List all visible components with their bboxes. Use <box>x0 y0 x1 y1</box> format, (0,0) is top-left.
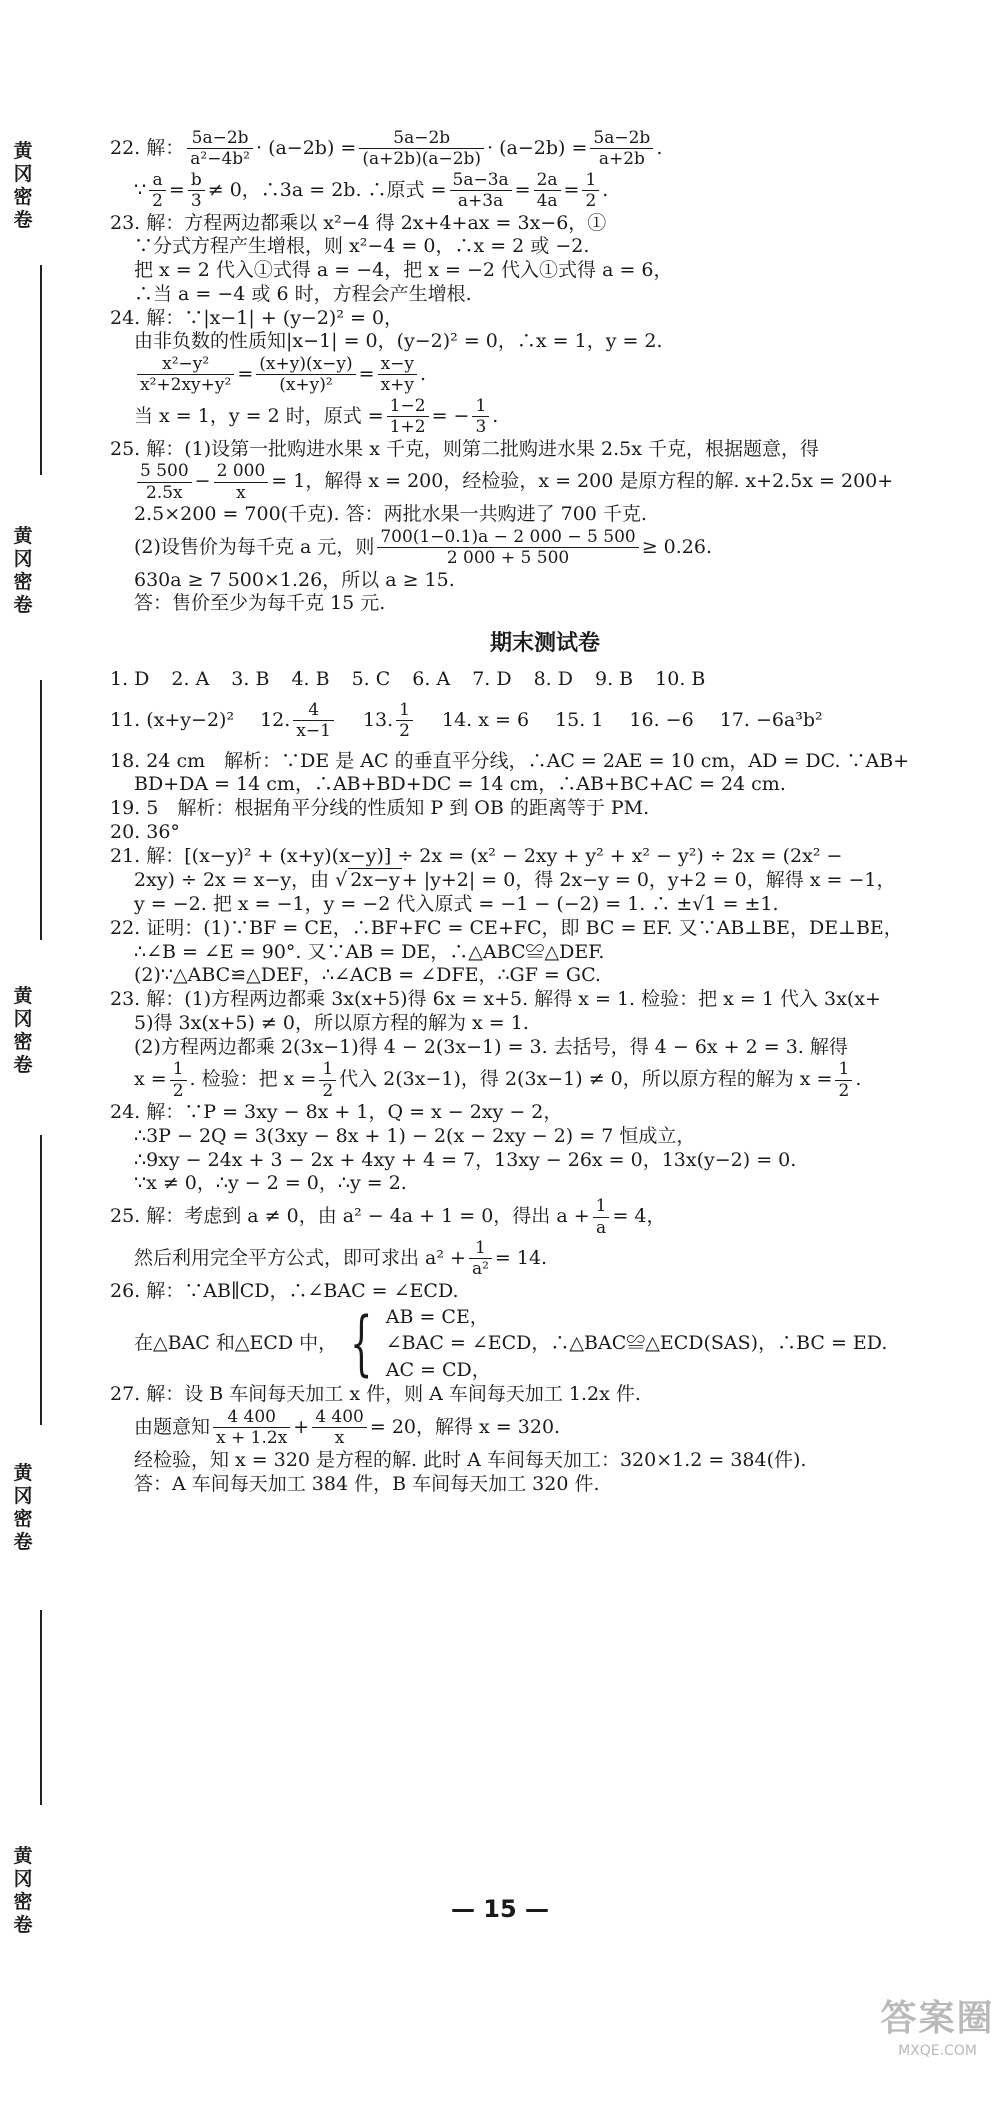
text: 在△BAC 和△ECD 中， <box>134 1331 338 1354</box>
brace-lines <box>386 1304 888 1384</box>
denominator: a²−4b² <box>190 149 250 170</box>
watermark-url: MXQE.COM <box>898 2043 977 2059</box>
q24-line-1: 24. 解：∵|x−1| + (y−2)² = 0， <box>110 306 404 329</box>
q20-line: 20. 36° <box>110 820 180 843</box>
numerator: 5a−2b <box>590 128 653 149</box>
denominator: 2 <box>172 1080 184 1101</box>
text: ≠ 0，∴3a = 2b. ∴原式 = <box>207 178 447 201</box>
q25-line-1: 25. 解：(1)设第一批购进水果 x 千克，则第二批购进水果 2.5x 千克，根据题意，得 <box>110 437 819 460</box>
text: 2xy) ÷ 2x = x−y，由 √ <box>134 868 348 891</box>
numerator: b <box>188 170 205 191</box>
q22-proof-line-3: (2)∵△ABC≌△DEF，∴∠ACB = ∠DFE，∴GF = GC. <box>134 964 601 987</box>
text: 12. <box>260 708 291 731</box>
numerator: a <box>149 170 166 191</box>
q25-final-line-2 <box>110 1238 980 1280</box>
fraction <box>396 700 413 742</box>
q23-final-line-1: 23. 解：(1)方程两边都乘 3x(x+5)得 6x = x+5. 解得 x = 1. 检验：把 x = 1 代入 3x(x+ <box>110 988 881 1011</box>
mc-answer: 7. D <box>472 668 512 691</box>
q23-line-4: ∴当 a = −4 或 6 时，方程会产生增根. <box>134 282 472 305</box>
q24-line-2: 由非负数的性质知|x−1| = 0，(y−2)² = 0，∴x = 1，y = 2. <box>134 330 663 353</box>
watermark-logo <box>880 1990 995 2059</box>
fraction <box>293 700 334 742</box>
mc-answer: 10. B <box>655 668 706 691</box>
denominator: a² <box>471 1259 489 1280</box>
fill-answer <box>260 700 337 742</box>
margin-label <box>8 1845 38 1937</box>
text: 13. <box>362 708 394 731</box>
margin-label-text: 黄 冈 密 卷 <box>13 525 33 616</box>
numerator: 1 <box>469 1238 492 1259</box>
q22-head: 22. 解： <box>110 137 185 160</box>
denominator: x <box>334 1428 345 1449</box>
q24-line-3 <box>110 354 980 396</box>
q27-line-4: 答：A 车间每天加工 384 件，B 车间每天加工 320 件. <box>134 1472 600 1495</box>
fraction <box>582 170 599 212</box>
mc-answer: 3. B <box>231 668 270 691</box>
q22-line-1 <box>110 128 980 170</box>
denominator: x−1 <box>296 721 331 742</box>
q22-proof-line-2: ∴∠B = ∠E = 90°. 又∵AB = DE，∴△ABC≌△DEF. <box>134 940 605 963</box>
q27-line-2 <box>110 1407 980 1449</box>
q23-line-3: 把 x = 2 代入①式得 a = −4，把 x = −2 代入①式得 a = 6， <box>134 259 673 282</box>
numerator: 2 000 <box>214 461 269 482</box>
fill-answer: 11. (x+y−2)² <box>110 708 235 731</box>
fraction <box>469 1238 492 1280</box>
q25-line-4 <box>110 527 980 569</box>
denominator: 2 <box>322 1080 334 1101</box>
numerator: x−y <box>378 354 417 375</box>
fraction <box>149 170 166 212</box>
numerator: 700(1−0.1)a − 2 000 − 5 500 <box>377 527 638 548</box>
text: = 4， <box>612 1205 666 1228</box>
fraction <box>214 461 269 503</box>
text: = 1，解得 x = 200，经检验，x = 200 是原方程的解. x+2.5x = 200+ <box>271 470 894 493</box>
q23-final-line-3: (2)方程两边都乘 2(3x−1)得 4 − 2(3x−1) = 3. 去括号，得 4 − 6x + 2 = 3. 解得 <box>134 1035 848 1058</box>
mc-answer: 2. A <box>171 668 210 691</box>
q19-line: 19. 5 解析：根据角平分线的性质知 P 到 OB 的距离等于 PM. <box>110 797 650 820</box>
q21-line-1: 21. 解：[(x−y)² + (x+y)(x−y)] ÷ 2x = (x² − 2xy + y² + x² − y²) ÷ 2x = (2x² − <box>110 844 843 867</box>
margin-label <box>8 140 38 232</box>
numerator: 5a−2b <box>359 128 484 149</box>
denominator: x <box>236 482 246 503</box>
fraction <box>319 1059 336 1101</box>
q18-line-1: 18. 24 cm 解析：∵DE 是 AC 的垂直平分线，∴AC = 2AE = 10 cm，AD = DC. ∵AB+ <box>110 749 910 772</box>
text: . <box>656 137 663 160</box>
denominator: 4a <box>536 191 558 212</box>
numerator: 1 <box>582 170 599 191</box>
numerator: x²−y² <box>137 354 234 375</box>
fraction <box>256 354 355 396</box>
fill-answer: 14. x = 6 <box>442 708 530 731</box>
q21-line-2 <box>110 868 980 893</box>
numerator: 1 <box>319 1059 336 1080</box>
denominator: x+y <box>380 375 415 396</box>
numerator: 5 500 <box>137 461 192 482</box>
mc-answer: 4. B <box>291 668 330 691</box>
margin-divider <box>40 680 42 940</box>
denominator: x²+2xy+y² <box>140 375 232 396</box>
text: . <box>602 178 609 201</box>
mc-answer: 1. D <box>110 668 150 691</box>
numerator: 4 400 <box>312 1407 367 1428</box>
margin-label <box>8 1462 38 1554</box>
fraction <box>213 1407 290 1449</box>
mc-answer: 8. D <box>533 668 573 691</box>
denominator: 3 <box>475 417 487 438</box>
mc-answer: 9. B <box>595 668 634 691</box>
text: . <box>420 363 427 386</box>
q25-final-line-1 <box>110 1196 980 1238</box>
text: (2)设售价为每千克 a 元，则 <box>134 535 375 558</box>
denominator: 2 <box>152 191 163 212</box>
fraction <box>450 170 512 212</box>
margin-label <box>8 525 38 617</box>
brace-line: AB = CE， <box>385 1305 489 1328</box>
margin-divider <box>40 265 42 475</box>
fraction <box>387 396 429 438</box>
denominator: a <box>595 1217 607 1238</box>
margin-label-text: 黄 冈 密 卷 <box>13 1462 33 1553</box>
text: = <box>563 178 580 201</box>
denominator: x + 1.2x <box>216 1428 288 1449</box>
numerator: 1 <box>835 1059 852 1080</box>
fraction <box>835 1059 852 1101</box>
mc-answer: 6. A <box>412 668 451 691</box>
fill-answer: 16. −6 <box>629 708 694 731</box>
text: − <box>194 470 211 493</box>
fraction <box>137 354 234 396</box>
denominator: (a+2b)(a−2b) <box>362 149 482 170</box>
q23-line-1: 23. 解：方程两边都乘以 x²−4 得 2x+4+ax = 3x−6，① <box>110 211 607 234</box>
margin-divider <box>40 1135 42 1425</box>
numerator: 1 <box>593 1196 610 1217</box>
text: = 20，解得 x = 320. <box>369 1416 561 1439</box>
fill-answer: 15. 1 <box>555 708 604 731</box>
q25-line-5: 630a ≥ 7 500×1.26，所以 a ≥ 15. <box>134 568 455 591</box>
brace-line: AC = CD， <box>385 1358 491 1381</box>
denominator: 3 <box>190 191 202 212</box>
denominator: 2 <box>838 1080 850 1101</box>
q24-final-line-1: 24. 解：∵P = 3xy − 8x + 1，Q = x − 2xy − 2， <box>110 1101 563 1124</box>
page-number: — 15 — <box>450 1895 550 1923</box>
numerator: 4 400 <box>213 1407 290 1428</box>
q18-line-2: BD+DA = 14 cm，∴AB+BD+DC = 14 cm，∴AB+BC+AC = 24 cm. <box>134 773 786 796</box>
margin-label-text: 黄 冈 密 卷 <box>13 1845 33 1936</box>
numerator: (x+y)(x−y) <box>256 354 355 375</box>
text: · (a−2b) = <box>487 137 588 160</box>
numerator: 5a−2b <box>187 128 253 149</box>
denominator: 1+2 <box>389 417 426 438</box>
q24-line-4 <box>110 396 980 438</box>
text: x = <box>134 1068 167 1091</box>
numerator: 1 <box>396 700 413 721</box>
denominator: 2 <box>585 191 597 212</box>
q21-line-3: y = −2. 把 x = −1，y = −2 代入原式 = −1 − (−2) = 1. ∴ ±√1 = ±1. <box>134 893 779 916</box>
q27-line-3: 经检验，知 x = 320 是方程的解. 此时 A 车间每天加工：320×1.2 = 384(件). <box>134 1448 807 1471</box>
numerator: 1 <box>472 396 489 417</box>
denominator: (x+y)² <box>279 375 333 396</box>
text: 由题意知 <box>134 1416 211 1439</box>
text: 然后利用完全平方公式，即可求出 a² + <box>134 1246 466 1269</box>
margin-divider <box>40 1610 42 1805</box>
q23-line-2: ∵分式方程产生增根，则 x²−4 = 0，∴x = 2 或 −2. <box>134 235 590 258</box>
fraction <box>534 170 561 212</box>
denominator: 2 000 + 5 500 <box>446 548 570 569</box>
numerator: 1−2 <box>387 396 429 417</box>
text: 当 x = 1，y = 2 时，原式 = <box>134 404 384 427</box>
sqrt-radicand: 2x−y <box>350 869 400 892</box>
fraction <box>593 1196 610 1238</box>
q27-line-1: 27. 解：设 B 车间每天加工 x 件，则 A 车间每天加工 1.2x 件. <box>110 1383 641 1406</box>
text: = <box>358 363 375 386</box>
fraction <box>188 170 205 212</box>
text: 25. 解：考虑到 a ≠ 0，由 a² − 4a + 1 = 0，得出 a + <box>110 1205 590 1228</box>
margin-strip <box>0 0 80 2111</box>
q24-final-line-3: ∴9xy − 24x + 3 − 2x + 4xy + 4 = 7，13xy − 26x = 0，13x(y−2) = 0. <box>134 1148 797 1171</box>
fraction <box>137 461 192 503</box>
fraction <box>359 128 484 170</box>
text: ∵ <box>134 178 147 201</box>
q24-final-line-2: ∴3P − 2Q = 3(3xy − 8x + 1) − 2(x − 2xy − 2) = 7 恒成立， <box>134 1124 696 1147</box>
margin-label-text: 黄 冈 密 卷 <box>13 985 33 1076</box>
numerator: 4 <box>293 700 334 721</box>
text: = <box>514 178 531 201</box>
denominator: a+2b <box>598 149 645 170</box>
denominator: 2 <box>399 721 410 742</box>
text: = <box>237 363 254 386</box>
fraction <box>187 128 253 170</box>
q25-line-6: 答：售价至少为每千克 15 元. <box>134 592 386 615</box>
fraction <box>590 128 653 170</box>
text: ≥ 0.26. <box>641 535 713 558</box>
text: = 14. <box>494 1246 548 1269</box>
text: + <box>293 1416 310 1439</box>
q24-final-line-4: ∵x ≠ 0，∴y − 2 = 0，∴y = 2. <box>134 1172 407 1195</box>
section-title: 期末测试卷 <box>489 631 600 657</box>
q25-line-2 <box>110 461 980 503</box>
q26-line-1: 26. 解：∵AB∥CD，∴∠BAC = ∠ECD. <box>110 1279 459 1302</box>
q25-line-3: 2.5×200 = 700(千克). 答：两批水果一共购进了 700 千克. <box>134 503 647 526</box>
q22-proof-line-1: 22. 证明：(1)∵BF = CE，∴BF+FC = CE+FC，即 BC = EF. 又∵AB⊥BE，DE⊥BE， <box>110 916 903 939</box>
q26-brace-block <box>110 1304 980 1384</box>
text: . <box>855 1068 862 1091</box>
text: = <box>168 178 185 201</box>
numerator: 5a−3a <box>450 170 512 191</box>
q23-final-line-2: 5)得 3x(x+5) ≠ 0，所以原方程的解为 x = 1. <box>134 1011 529 1034</box>
answer-content <box>110 128 980 1496</box>
margin-label <box>8 985 38 1077</box>
q22-line-2 <box>110 170 980 212</box>
denominator: a+3a <box>457 191 504 212</box>
fill-answer <box>363 700 416 742</box>
numerator: 2a <box>534 170 561 191</box>
q23-final-line-4 <box>110 1059 980 1101</box>
text: = − <box>431 404 470 427</box>
fraction <box>312 1407 367 1449</box>
denominator: 2.5x <box>146 482 183 503</box>
fraction <box>170 1059 187 1101</box>
text: . 检验：把 x = <box>189 1068 317 1091</box>
watermark-text: 答案圈 <box>880 1998 995 2039</box>
fraction <box>377 527 638 569</box>
left-brace-icon: { <box>350 1302 373 1385</box>
text: . <box>492 404 499 427</box>
fraction <box>472 396 489 438</box>
fill-answers <box>110 700 980 742</box>
mc-answers <box>110 667 980 692</box>
fraction <box>378 354 417 396</box>
fill-answer: 17. −6a³b² <box>719 708 823 731</box>
mc-answer: 5. C <box>351 668 391 691</box>
text: 代入 2(3x−1)，得 2(3x−1) ≠ 0，所以原方程的解为 x = <box>339 1068 833 1091</box>
margin-label-text: 黄 冈 密 卷 <box>13 140 33 231</box>
numerator: 1 <box>170 1059 187 1080</box>
text: + |y+2| = 0，得 2x−y = 0，y+2 = 0，解得 x = −1， <box>401 868 896 891</box>
brace-line: ∠BAC = ∠ECD，∴△BAC≌△ECD(SAS)，∴BC = ED. <box>385 1332 888 1355</box>
text: · (a−2b) = <box>255 137 357 160</box>
